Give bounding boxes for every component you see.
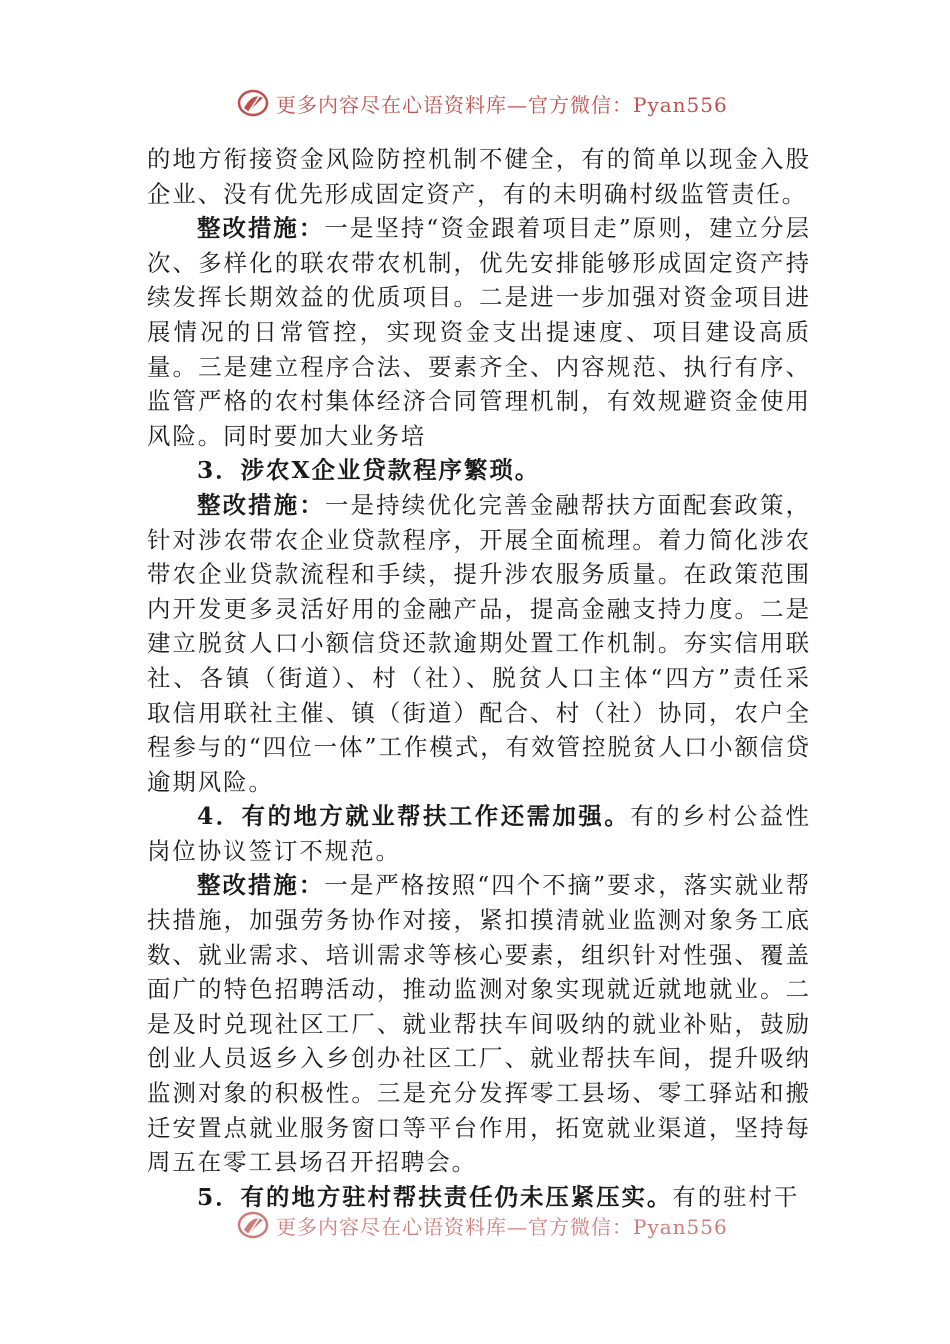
paragraph-text: 有的驻村干 xyxy=(672,1182,800,1211)
watermark-text: 更多内容尽在心语资料库—官方微信：Pyan556 xyxy=(276,1214,728,1239)
brush-logo-icon xyxy=(236,1208,270,1242)
paragraph-1 xyxy=(147,142,811,211)
paragraph-text: 有的乡村公益性岗位协议签订不规范。 xyxy=(147,802,811,865)
paragraph-text: 的地方衔接资金风险防控机制不健全，有的简单以现金入股企业、没有优先形成固定资产，有的未明确村级监管责任。 xyxy=(147,145,811,208)
paragraph-text: 一是严格按照“四个不摘”要求，落实就业帮扶措施，加强劳务协作对接，紧扣摸清就业监测对象务工底数、就业需求、培训需求等核心要素，组织针对性强、覆盖面广的特色招聘活动，推动监测对象实现就近就地就业。二是及时兑现社区工厂、就业帮扶车间吸纳的就业补贴，鼓励创业人员返乡入乡创办社区工厂、就业帮扶车间，提升吸纳监测对象的积极性。三是充分发挥零工县场、零工驿站和搬迁安置点就业服务窗口等平台作用，拓宽就业渠道，坚持每周五在零工县场召开招聘会。 xyxy=(147,871,811,1177)
paragraph-6 xyxy=(147,868,811,1179)
section-heading-4 xyxy=(147,799,811,868)
paragraph-lead: 整改措施： xyxy=(197,871,325,900)
watermark-footer xyxy=(236,1208,728,1242)
section-heading-3 xyxy=(147,453,811,488)
document-body xyxy=(147,142,811,1214)
watermark-header xyxy=(236,86,728,120)
paragraph-lead: 4．有的地方就业帮扶工作还需加强。 xyxy=(197,802,631,831)
brush-logo-icon xyxy=(236,86,270,120)
paragraph-4 xyxy=(147,488,811,799)
paragraph-lead: 整改措施： xyxy=(197,490,325,519)
paragraph-text: 一是坚持“资金跟着项目走”原则，建立分层次、多样化的联农带农机制，优先安排能够形成固定资产持续发挥长期效益的优质项目。二是进一步加强对资金项目进展情况的日常管控，实现资金支出提速度、项目建设高质量。三是建立程序合法、要素齐全、内容规范、执行有序、监管严格的农村集体经济合同管理机制，有效规避资金使用风险。同时要加大业务培 xyxy=(147,214,811,450)
paragraph-lead: 5．有的地方驻村帮扶责任仍未压紧压实。 xyxy=(197,1182,673,1211)
paragraph-text: 一是持续优化完善金融帮扶方面配套政策，针对涉农带农企业贷款程序，开展全面梳理。着力简化涉农带农企业贷款流程和手续，提升涉农服务质量。在政策范围内开发更多灵活好用的金融产品，提高金融支持力度。二是建立脱贫人口小额信贷还款逾期处置工作机制。夯实信用联社、各镇（街道）、村（社）、脱贫人口主体“四方”责任采取信用联社主催、镇（街道）配合、村（社）协同，农户全程参与的“四位一体”工作模式，有效管控脱贫人口小额信贷逾期风险。 xyxy=(147,490,812,796)
paragraph-lead: 3．涉农X企业贷款程序繁琐。 xyxy=(197,456,541,485)
paragraph-2 xyxy=(147,211,811,453)
watermark-text: 更多内容尽在心语资料库—官方微信：Pyan556 xyxy=(276,92,728,117)
paragraph-lead: 整改措施： xyxy=(197,214,325,243)
